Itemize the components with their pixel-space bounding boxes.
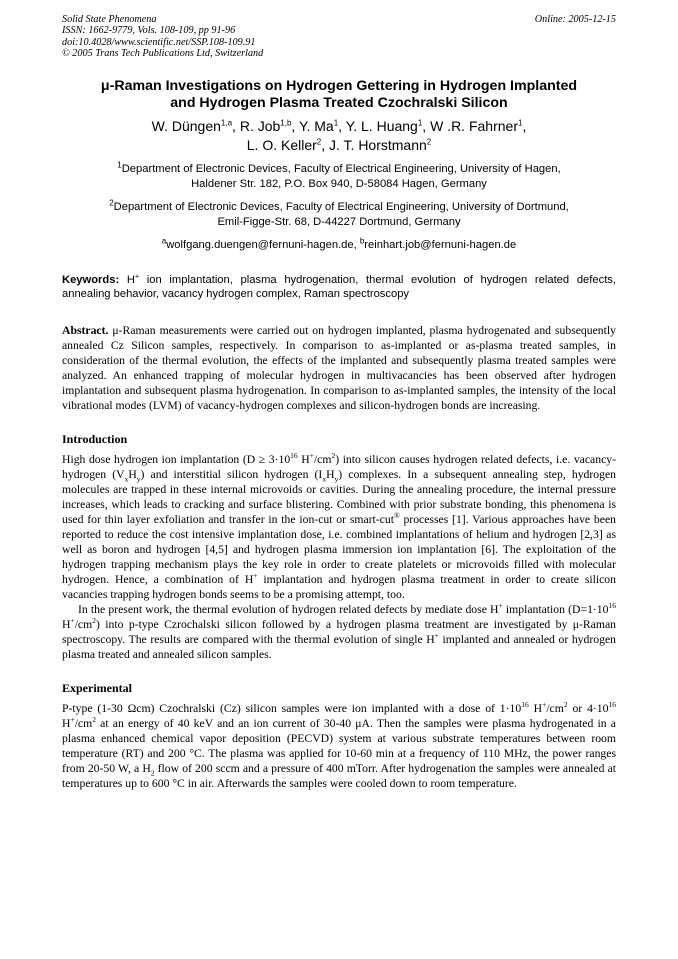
email-address[interactable]: reinhart.job@fernuni-hagen.de: [364, 238, 517, 251]
affiliation-line: Emil-Figge-Str. 68, D-44227 Dortmund, Germany: [217, 215, 461, 228]
issn-line: ISSN: 1662-9779, Vols. 108-109, pp 91-96: [62, 25, 236, 37]
author-name: J. T. Horstmann: [329, 136, 427, 153]
author-name: W. Düngen: [151, 117, 221, 134]
publication-header: [62, 14, 616, 60]
author-name: R. Job: [239, 117, 281, 134]
introduction-paragraph-2: In the present work, the thermal evolution of hydrogen related defects by mediate dose H+ implantation ($D=1\cdot 10^{16}$ $H^+/cm^2$) into p-type Czrochalski silicon followed by a hydrogen plasma treatment are investigated by μ-Raman spectroscopy. The results are compared with the thermal evolution of single H+ implanted and annealed or hydrogen plasma treated and annealed silicon samples.: [62, 600, 616, 661]
author-list: [62, 117, 616, 155]
author-affiliation-mark: 2: [316, 136, 322, 146]
experimental-paragraph-1: P-type (1-30 Ωcm) Czochralski (Cz) silicon samples were ion implanted with a dose of $1\cdot 10^{16}$ $H^+/cm^2$ or $4\cdot 10^{16}$ $H^+/cm^2$ at an energy of 40 keV and an ion current of 30-40 μA. Then the samples were plasma hydrogenated in a plasma enhanced chemical vapor deposition (PECVD) system at various substrate temperatures between room temperature (RT) and 200 °C. The plasma was applied for 10-60 min at a frequency of 110 MHz, the power ranges from 20-50 W, a $H_2$ flow of 200 sccm and a pressure of 400 mTorr. After hydrogenation the samples were annealed at temperatures up to 600 °C in air. Afterwards the samples were cooled down to room temperature.: [62, 699, 617, 790]
keywords-text: ion implantation, plasma hydrogenation, thermal evolution of hydrogen related defects, annealing behavior, vacancy hydrogen complex, Raman spectroscopy: [62, 273, 616, 300]
experimental-heading: Experimental: [62, 680, 132, 695]
abstract-block: [62, 323, 616, 413]
email-line: $^a$wolfgang.duengen@fernuni-hagen.de, $^b$reinhart.job@fernuni-hagen.de: [161, 235, 517, 251]
keywords-label: Keywords:: [62, 273, 120, 286]
affiliation-line: Haldener Str. 182, P.O. Box 940, D-58084 Hagen, Germany: [191, 177, 487, 190]
title-line-1: μ-Raman Investigations on Hydrogen Gettering in Hydrogen Implanted: [100, 77, 578, 94]
copyright-line: © 2005 Trans Tech Publications Ltd, Switzerland: [62, 48, 264, 60]
author-name: W .R. Fahrner: [430, 117, 518, 134]
email-mark: b: [359, 235, 365, 245]
affiliation-line: Department of Electronic Devices, Faculty of Electrical Engineering, University of Dortmund,: [113, 200, 569, 213]
author-line-2: L. O. Keller$^2$, J. T. Horstmann$^2$: [246, 136, 432, 153]
affiliation-2: [62, 197, 616, 230]
author-affiliation-mark: 1,b: [280, 117, 292, 127]
author-affiliation-mark: 1: [517, 117, 523, 127]
affiliation-line: Department of Electronic Devices, Faculty of Electrical Engineering, University of Hagen,: [121, 162, 561, 175]
affiliation-mark: 1: [117, 159, 122, 169]
author-name: Y. Ma: [298, 117, 334, 134]
email-mark: a: [161, 235, 167, 245]
author-name: Y. L. Huang: [345, 117, 418, 134]
doi-line[interactable]: doi:10.4028/www.scientific.net/SSP.108-109.91: [62, 36, 256, 48]
introduction-paragraph-1: High dose hydrogen ion implantation ($D \ge 3\cdot 10^{16}$ $H^+/cm^2$) into silicon causes hydrogen related defects, i.e. vacancy-hydrogen $(V_xH_y)$ and interstitial silicon hydrogen $(I_xH_y)$ complexes. In a subsequent annealing step, hydrogen molecules are trapped in these internal microvoids or cavities. During the annealing procedure, the internal pressure increases, which leads to cracking and surface blistering. Combined with prior substrate bonding, this phenomena is used for thin layer exfoliation and transfer in the ion-cut or smart-cut® processes [1]. Various approaches have been reported to reduce the cost intensive implantation dose, i.e. combined implantations of helium and hydrogen [2,3] as well as boron and hydrogen [4,5] and hydrogen plasma immersion ion implantation [6]. The exploitation of the hydrogen trapping mechanism plays the key role in order to create platelets or microvoids filled with molecular hydrogen. Hence, a combination of H+ implantation and hydrogen plasma treatment in order to create silicon vacancies trapping hydrogen bonds seems to be a promising attempt, too.: [62, 450, 616, 601]
paper-title: [62, 78, 616, 113]
author-affiliation-mark: 1: [333, 117, 339, 127]
journal-name: Solid State Phenomena: [62, 14, 157, 25]
email-address[interactable]: wolfgang.duengen@fernuni-hagen.de: [166, 238, 354, 251]
author-name: L. O. Keller: [246, 136, 317, 153]
introduction-heading: Introduction: [62, 431, 128, 446]
abstract-label: Abstract.: [62, 323, 109, 337]
keywords-block: Keywords: H+ ion implantation, plasma hydrogenation, thermal evolution of hydrogen related defects, annealing behavior, vacancy hydrogen complex, Raman spectroscopy: [62, 272, 616, 300]
author-line-1: W. Düngen$^{1,a}$, R. Job$^{1,b}$, Y. Ma$^1$, Y. L. Huang$^1$, W .R. Fahrner$^1$,: [151, 117, 527, 134]
affiliation-mark: 2: [109, 197, 114, 207]
paper-page: [62, 14, 616, 791]
author-affiliation-mark: 1: [417, 117, 423, 127]
abstract-text: μ-Raman measurements were carried out on hydrogen implanted, plasma hydrogenated and subsequently annealed Cz Silicon samples, respectively. In comparison to as-implanted or as-plasma treated samples, in consideration of the thermal evolution, the effects of the implanted and subsequently plasma treated samples were analyzed. An enhanced trapping of molecular hydrogen in multivacancies has been observed after hydrogen implantation and subsequent plasma hydrogenation. In comparison to as-implanted samples, the intensity of the local vibrational modes (LVM) of vacancy-hydrogen complexes and silicon-hydrogen bonds are increasing.: [62, 323, 616, 412]
title-line-2: and Hydrogen Plasma Treated Czochralski Silicon: [170, 95, 508, 112]
affiliation-1: [62, 159, 616, 192]
author-affiliation-mark: 1,a: [220, 117, 233, 127]
online-date: Online: 2005-12-15: [534, 14, 616, 25]
author-affiliation-mark: 2: [426, 136, 432, 146]
